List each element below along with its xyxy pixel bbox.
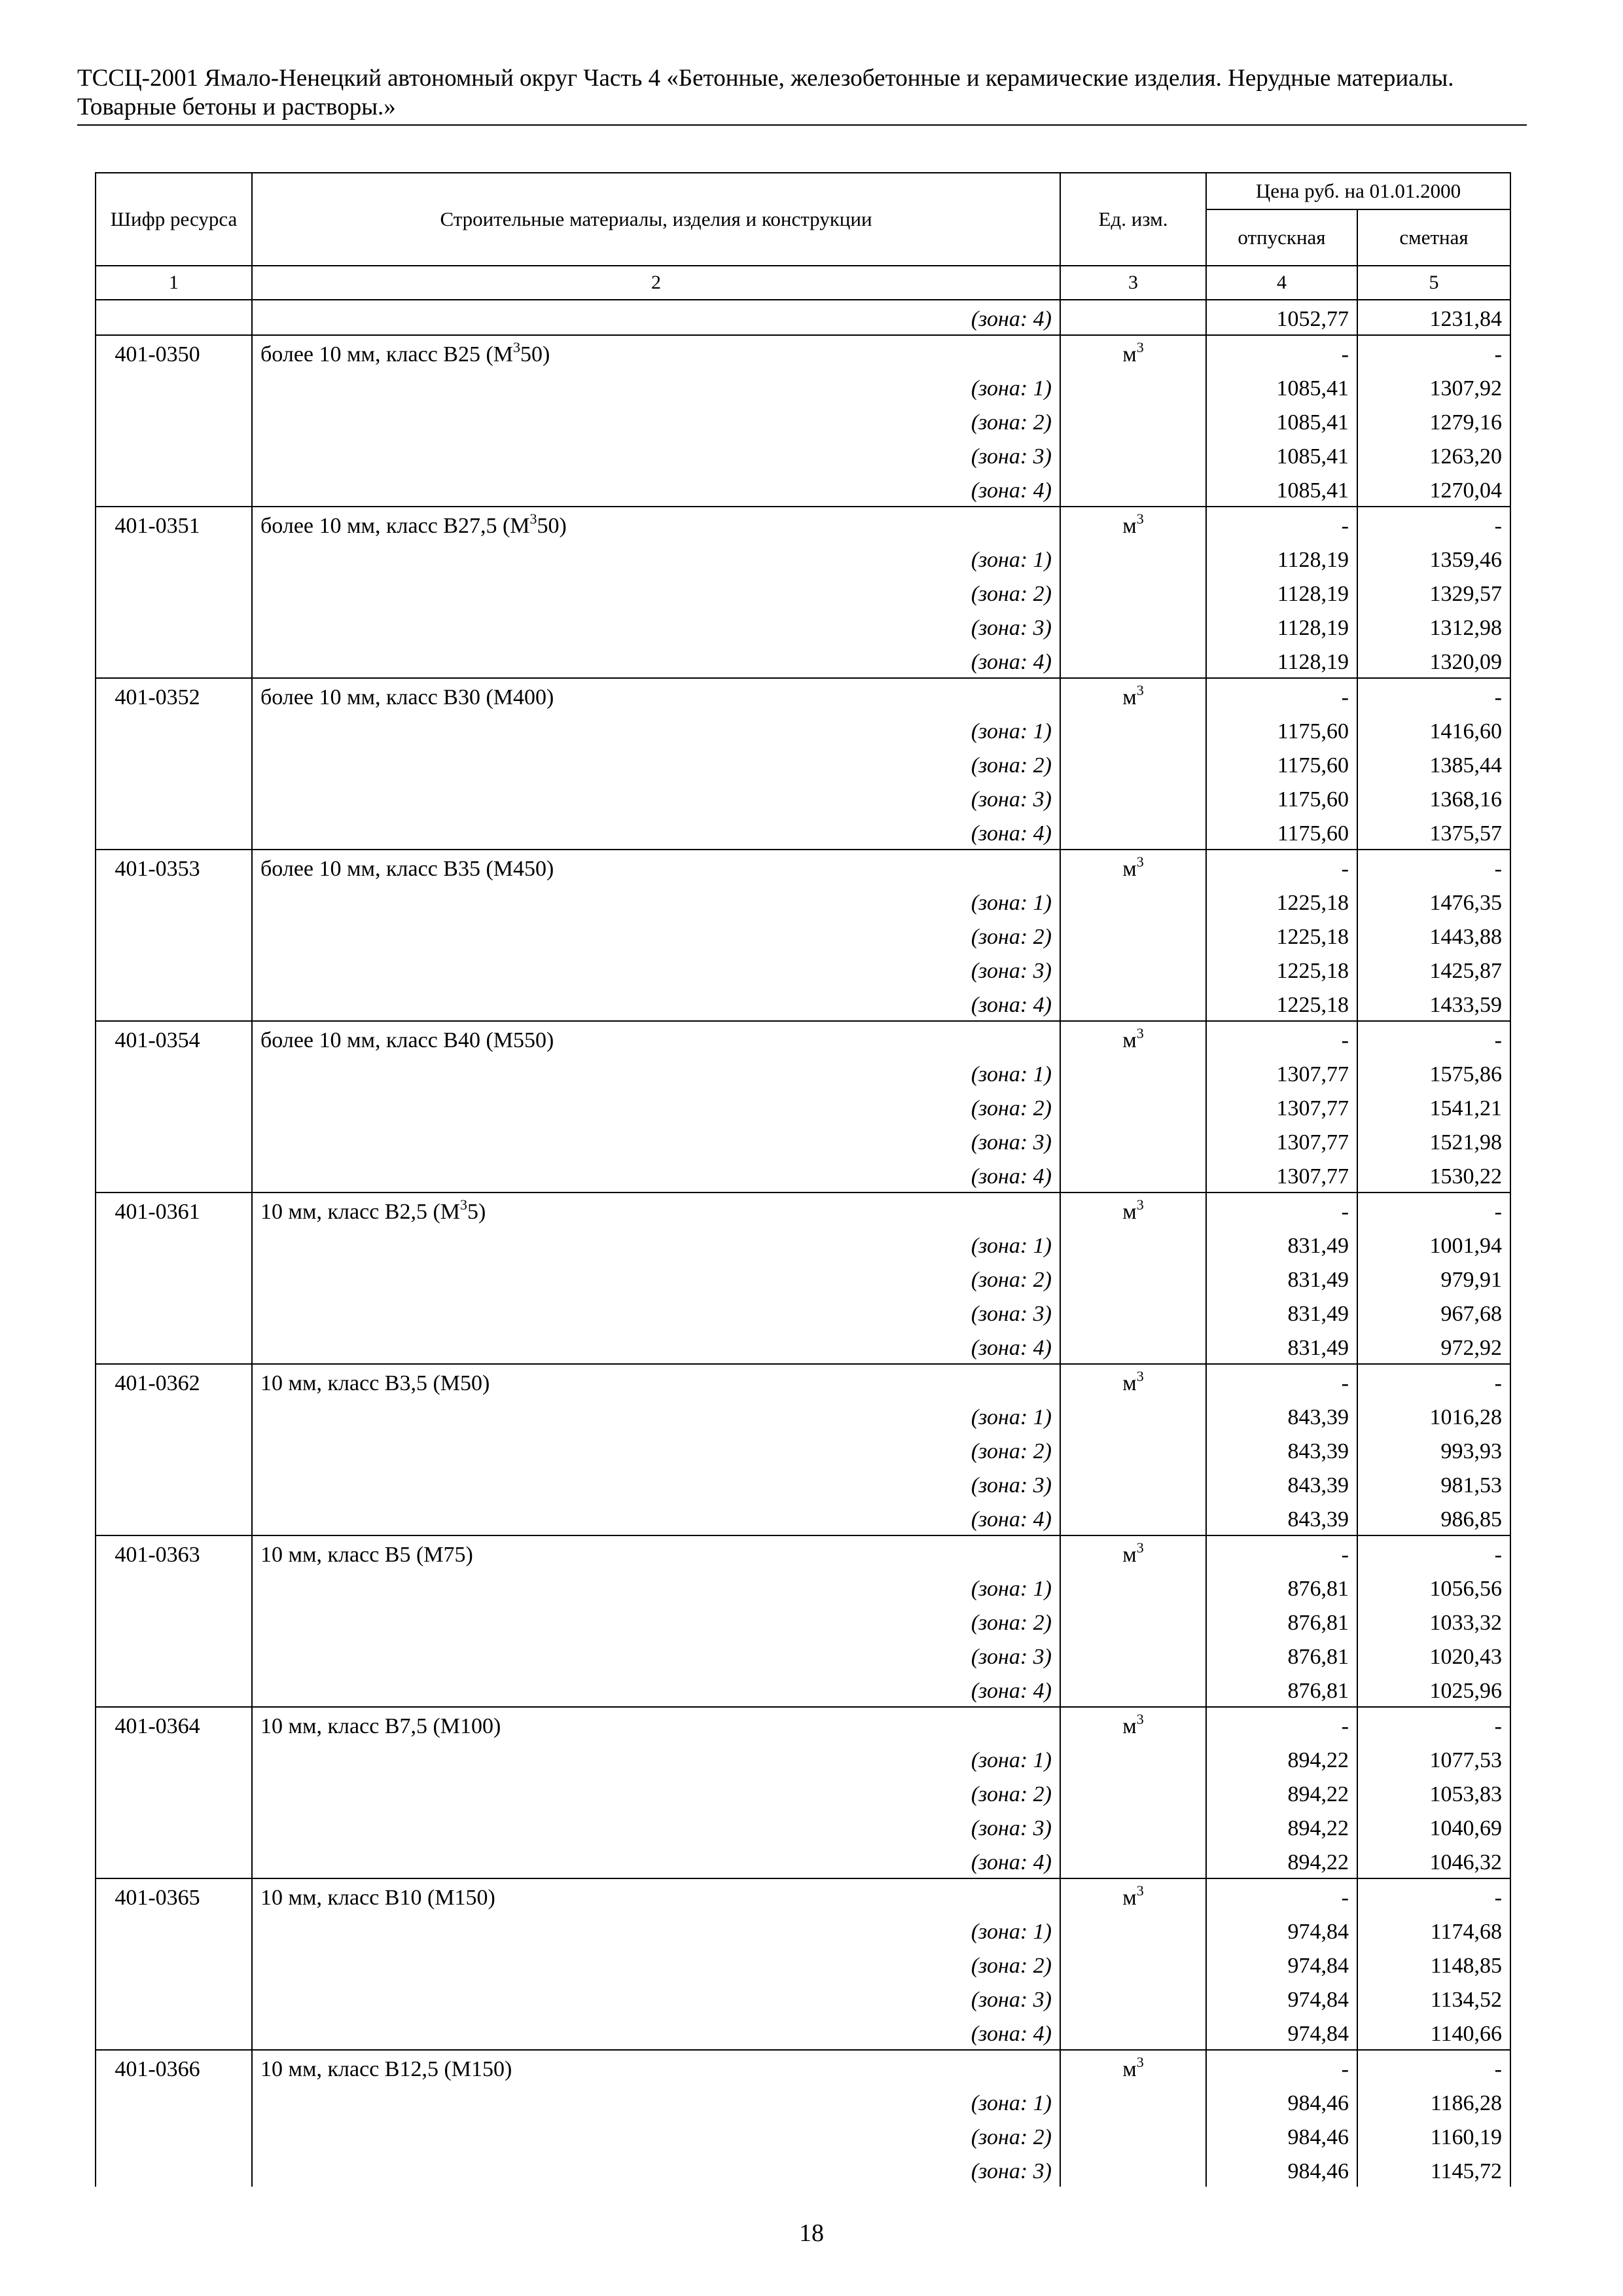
zone-label: (зона: 3) [252,1467,1060,1501]
material-name [252,1021,1060,1056]
material-name-text: 10 мм, класс В12,5 (М150) [260,2057,512,2081]
document-header [77,64,1527,126]
zone-label: (зона: 3) [252,2153,1060,2187]
unit-cell [1060,1193,1206,1227]
zone-row [96,370,1510,404]
superscript: 3 [513,339,521,355]
release-price: 876,81 [1206,1672,1357,1707]
release-price: 876,81 [1206,1638,1357,1672]
zone-label: (зона: 3) [252,1295,1060,1329]
zone-row [96,438,1510,472]
estimate-price: 1140,66 [1357,2015,1510,2050]
release-price: 1225,18 [1206,952,1357,986]
header-release: отпускная [1206,209,1357,266]
unit-cell [1060,1878,1206,1913]
material-name [252,507,1060,541]
estimate-price: 1077,53 [1357,1742,1510,1776]
zone-row [96,2119,1510,2153]
release-price: 984,46 [1206,2085,1357,2119]
release-price: 1085,41 [1206,472,1357,507]
resource-code: 401-0363 [96,1535,252,1570]
zone-row [96,609,1510,643]
estimate-price: 1186,28 [1357,2085,1510,2119]
zone-label: (зона: 3) [252,1124,1060,1158]
resource-code: 401-0353 [96,850,252,884]
header-line-2: Товарные бетоны и растворы.» [77,94,396,120]
zone-row [96,1124,1510,1158]
zone-row [96,1399,1510,1433]
release-price: 1128,19 [1206,609,1357,643]
release-price: 1085,41 [1206,438,1357,472]
zone-label: (зона: 2) [252,747,1060,781]
release-price: - [1206,1021,1357,1056]
release-price: - [1206,1707,1357,1742]
estimate-price: - [1357,1193,1510,1227]
resource-code: 401-0351 [96,507,252,541]
release-price: 894,22 [1206,1844,1357,1878]
estimate-price: 1575,86 [1357,1056,1510,1090]
release-price: 974,84 [1206,1981,1357,2015]
zone-row [96,575,1510,609]
zone-row [96,1158,1510,1193]
unit-cell [1060,1535,1206,1570]
zone-label: (зона: 3) [252,438,1060,472]
zone-row [96,1090,1510,1124]
zone-row [96,1467,1510,1501]
zone-label: (зона: 3) [252,781,1060,815]
zone-row [96,541,1510,575]
material-name [252,1707,1060,1742]
header-line-1: ТССЦ-2001 Ямало-Ненецкий автономный округ Часть 4 «Бетонные, железобетонные и керамические изделия. Нерудные материалы. [77,65,1454,92]
zone-label: (зона: 1) [252,1742,1060,1776]
estimate-price: 981,53 [1357,1467,1510,1501]
release-price: - [1206,2050,1357,2085]
header-code: Шифр ресурса [96,173,252,266]
superscript: 3 [460,1196,468,1213]
zone-label: (зона: 3) [252,1981,1060,2015]
material-name-text: более 10 мм, класс В30 (М400) [260,685,554,709]
release-price: - [1206,1535,1357,1570]
release-price: 1175,60 [1206,713,1357,747]
unit-superscript: 3 [1136,1539,1144,1556]
estimate-price: - [1357,1021,1510,1056]
release-price: - [1206,1364,1357,1399]
release-price: 974,84 [1206,1913,1357,1947]
resource-code: 401-0354 [96,1021,252,1056]
header-price: Цена руб. на 01.01.2000 [1206,173,1510,209]
zone-row [96,952,1510,986]
header-unit: Ед. изм. [1060,173,1206,266]
zone-row [96,472,1510,507]
release-price: 984,46 [1206,2153,1357,2187]
zone-label: (зона: 2) [252,1947,1060,1981]
estimate-price: 1056,56 [1357,1570,1510,1604]
release-price: 831,49 [1206,1227,1357,1261]
release-price: 1175,60 [1206,747,1357,781]
resource-code: 401-0362 [96,1364,252,1399]
unit: м [1122,1028,1137,1052]
resource-code: 401-0364 [96,1707,252,1742]
zone-row [96,1913,1510,1947]
release-price: 1225,18 [1206,986,1357,1021]
estimate-price: 1279,16 [1357,404,1510,438]
zone-row [96,1776,1510,1810]
zone-row [96,747,1510,781]
release-price: 876,81 [1206,1570,1357,1604]
estimate-price: - [1357,678,1510,713]
release-price: - [1206,850,1357,884]
release-price: 1225,18 [1206,884,1357,918]
release-price: - [1206,507,1357,541]
estimate-price: - [1357,1878,1510,1913]
material-name [252,1878,1060,1913]
resource-code: 401-0350 [96,335,252,370]
unit-superscript: 3 [1136,1368,1144,1384]
zone-row [96,1672,1510,1707]
release-price: - [1206,1878,1357,1913]
release-price: 984,46 [1206,2119,1357,2153]
unit-superscript: 3 [1136,511,1144,527]
zone-label: (зона: 4) [252,472,1060,507]
material-name [252,2050,1060,2085]
zone-label: (зона: 1) [252,2085,1060,2119]
zone-row [96,1981,1510,2015]
unit: м [1122,857,1137,881]
table-row [96,850,1510,884]
zone-label: (зона: 4) [252,1844,1060,1878]
unit-cell [1060,1707,1206,1742]
column-number: 2 [252,266,1060,300]
unit-cell [1060,1021,1206,1056]
zone-row [96,2085,1510,2119]
unit-cell [1060,1364,1206,1399]
unit: м [1122,1886,1137,1910]
unit-superscript: 3 [1136,1882,1144,1899]
release-price: - [1206,335,1357,370]
material-name-text: более 10 мм, класс В25 (М [260,342,514,367]
estimate-price: - [1357,335,1510,370]
zone-label: (зона: 3) [252,1810,1060,1844]
release-price: 1307,77 [1206,1124,1357,1158]
release-price: 1085,41 [1206,404,1357,438]
release-price: 974,84 [1206,1947,1357,1981]
estimate-price: 993,93 [1357,1433,1510,1467]
estimate-price: 1307,92 [1357,370,1510,404]
estimate-price: 1134,52 [1357,1981,1510,2015]
release-price: 843,39 [1206,1501,1357,1535]
zone-label: (зона: 1) [252,1570,1060,1604]
zone-row [96,1742,1510,1776]
release-price: 1052,77 [1206,300,1357,335]
zone-label: (зона: 4) [252,2015,1060,2050]
release-price: 1175,60 [1206,781,1357,815]
zone-row [96,918,1510,952]
zone-label: (зона: 4) [252,1158,1060,1193]
estimate-price: 1433,59 [1357,986,1510,1021]
zone-row [96,1570,1510,1604]
release-price: 894,22 [1206,1810,1357,1844]
estimate-price: 1148,85 [1357,1947,1510,1981]
zone-row [96,1638,1510,1672]
resource-code: 401-0352 [96,678,252,713]
estimate-price: 972,92 [1357,1329,1510,1364]
material-name [252,1193,1060,1227]
estimate-price: 1521,98 [1357,1124,1510,1158]
zone-label: (зона: 4) [252,1501,1060,1535]
release-price: 831,49 [1206,1329,1357,1364]
material-name-text: более 10 мм, класс В35 (М450) [260,857,554,881]
material-name-tail: 50) [520,342,550,367]
estimate-price: 1174,68 [1357,1913,1510,1947]
unit-superscript: 3 [1136,682,1144,698]
estimate-price: 1320,09 [1357,643,1510,678]
material-name-text: 10 мм, класс В2,5 (М [260,1200,461,1224]
estimate-price: 1329,57 [1357,575,1510,609]
zone-row [96,1604,1510,1638]
release-price: 1128,19 [1206,575,1357,609]
unit-cell [1060,678,1206,713]
header-estimate: сметная [1357,209,1510,266]
zone-label: (зона: 2) [252,1604,1060,1638]
zone-row [96,713,1510,747]
resource-code: 401-0366 [96,2050,252,2085]
zone-row [96,1501,1510,1535]
estimate-price: 1416,60 [1357,713,1510,747]
zone-row [96,1227,1510,1261]
estimate-price: 1053,83 [1357,1776,1510,1810]
table-row [96,1364,1510,1399]
zone-label: (зона: 2) [252,1776,1060,1810]
table-row [96,1878,1510,1913]
release-price: 894,22 [1206,1776,1357,1810]
unit: м [1122,1371,1137,1395]
table-row [96,678,1510,713]
zone-label: (зона: 4) [252,815,1060,850]
table-row [96,300,1510,335]
material-name [252,1364,1060,1399]
material-name-text: более 10 мм, класс В27,5 (М [260,514,530,538]
estimate-price: 1425,87 [1357,952,1510,986]
zone-label: (зона: 1) [252,713,1060,747]
column-number: 3 [1060,266,1206,300]
unit-superscript: 3 [1136,1196,1144,1213]
zone-row [96,2153,1510,2187]
estimate-price: 1375,57 [1357,815,1510,850]
unit-cell [1060,2050,1206,2085]
zone-row [96,1329,1510,1364]
unit-superscript: 3 [1136,2054,1144,2070]
material-name-tail: 5) [467,1200,486,1224]
unit: м [1122,1200,1137,1224]
zone-label: (зона: 3) [252,1638,1060,1672]
unit-superscript: 3 [1136,339,1144,355]
zone-label: (зона: 4) [252,986,1060,1021]
zone-label: (зона: 2) [252,575,1060,609]
release-price: - [1206,1193,1357,1227]
release-price: 876,81 [1206,1604,1357,1638]
release-price: 894,22 [1206,1742,1357,1776]
table-row [96,1193,1510,1227]
table-body [96,300,1510,2187]
table-row [96,2050,1510,2085]
zone-row [96,815,1510,850]
estimate-price: 1476,35 [1357,884,1510,918]
release-price: 843,39 [1206,1467,1357,1501]
zone-label: (зона: 2) [252,2119,1060,2153]
zone-row [96,781,1510,815]
material-name [252,1535,1060,1570]
unit-superscript: 3 [1136,1025,1144,1041]
release-price: 1128,19 [1206,643,1357,678]
estimate-price: 979,91 [1357,1261,1510,1295]
estimate-price: 1359,46 [1357,541,1510,575]
estimate-price: 1020,43 [1357,1638,1510,1672]
column-number: 1 [96,266,252,300]
table-row [96,507,1510,541]
zone-label: (зона: 1) [252,370,1060,404]
material-name-text: 10 мм, класс В10 (М150) [260,1886,495,1910]
unit-cell [1060,335,1206,370]
zone-label: (зона: 2) [252,404,1060,438]
resource-code: 401-0361 [96,1193,252,1227]
release-price: 1085,41 [1206,370,1357,404]
material-name-text: более 10 мм, класс В40 (М550) [260,1028,554,1052]
unit-superscript: 3 [1136,1711,1144,1727]
zone-label: (зона: 4) [252,1329,1060,1364]
table-row [96,1707,1510,1742]
zone-row [96,986,1510,1021]
estimate-price: 1270,04 [1357,472,1510,507]
estimate-price: 1368,16 [1357,781,1510,815]
estimate-price: - [1357,1707,1510,1742]
unit: м [1122,514,1137,538]
release-price: 831,49 [1206,1295,1357,1329]
estimate-price: 1312,98 [1357,609,1510,643]
estimate-price: 1443,88 [1357,918,1510,952]
release-price: 1128,19 [1206,541,1357,575]
release-price: 1307,77 [1206,1056,1357,1090]
estimate-price: 1385,44 [1357,747,1510,781]
zone-label: (зона: 4) [252,300,1060,335]
zone-row [96,1844,1510,1878]
zone-label: (зона: 2) [252,918,1060,952]
zone-row [96,404,1510,438]
release-price: 974,84 [1206,2015,1357,2050]
unit-cell [1060,850,1206,884]
zone-label: (зона: 3) [252,609,1060,643]
release-price: 831,49 [1206,1261,1357,1295]
zone-label: (зона: 1) [252,1056,1060,1090]
zone-label: (зона: 4) [252,1672,1060,1707]
release-price: 843,39 [1206,1399,1357,1433]
material-name-tail: 50) [537,514,567,538]
zone-row [96,643,1510,678]
header-name: Строительные материалы, изделия и конструкции [252,173,1060,266]
unit: м [1122,342,1137,367]
material-name-text: 10 мм, класс В5 (М75) [260,1543,473,1567]
unit: м [1122,685,1137,709]
release-price: 1307,77 [1206,1158,1357,1193]
estimate-price: 1001,94 [1357,1227,1510,1261]
estimate-price: - [1357,1364,1510,1399]
zone-row [96,1433,1510,1467]
unit: м [1122,1543,1137,1567]
estimate-price: 986,85 [1357,1501,1510,1535]
material-name [252,335,1060,370]
zone-label: (зона: 1) [252,1913,1060,1947]
material-name [252,850,1060,884]
estimate-price: 1040,69 [1357,1810,1510,1844]
page-number: 18 [799,2219,824,2247]
material-name-text: 10 мм, класс В3,5 (М50) [260,1371,490,1395]
estimate-price: 1016,28 [1357,1399,1510,1433]
zone-label: (зона: 1) [252,541,1060,575]
table-row [96,335,1510,370]
superscript: 3 [529,511,537,527]
resource-code: 401-0365 [96,1878,252,1913]
table-row [96,1021,1510,1056]
zone-label: (зона: 1) [252,884,1060,918]
estimate-price: - [1357,2050,1510,2085]
column-number: 5 [1357,266,1510,300]
estimate-price: 1263,20 [1357,438,1510,472]
estimate-price: - [1357,1535,1510,1570]
unit: м [1122,1714,1137,1738]
zone-label: (зона: 3) [252,952,1060,986]
zone-row [96,1810,1510,1844]
estimate-price: 1033,32 [1357,1604,1510,1638]
estimate-price: 1046,32 [1357,1844,1510,1878]
zone-row [96,1947,1510,1981]
zone-label: (зона: 2) [252,1090,1060,1124]
estimate-price: - [1357,850,1510,884]
zone-label: (зона: 4) [252,643,1060,678]
zone-row [96,1056,1510,1090]
table-row [96,1535,1510,1570]
unit-superscript: 3 [1136,853,1144,870]
zone-row [96,2015,1510,2050]
material-name [252,678,1060,713]
estimate-price: 1025,96 [1357,1672,1510,1707]
zone-label: (зона: 2) [252,1433,1060,1467]
unit-cell [1060,507,1206,541]
price-table [95,172,1511,2187]
unit: м [1122,2057,1137,2081]
estimate-price: 1530,22 [1357,1158,1510,1193]
estimate-price: 1145,72 [1357,2153,1510,2187]
estimate-price: - [1357,507,1510,541]
material-name-text: 10 мм, класс В7,5 (М100) [260,1714,501,1738]
zone-row [96,884,1510,918]
release-price: 843,39 [1206,1433,1357,1467]
zone-label: (зона: 2) [252,1261,1060,1295]
zone-label: (зона: 1) [252,1227,1060,1261]
release-price: 1307,77 [1206,1090,1357,1124]
zone-label: (зона: 1) [252,1399,1060,1433]
column-number: 4 [1206,266,1357,300]
release-price: 1175,60 [1206,815,1357,850]
estimate-price: 1160,19 [1357,2119,1510,2153]
release-price: 1225,18 [1206,918,1357,952]
estimate-price: 1541,21 [1357,1090,1510,1124]
release-price: - [1206,678,1357,713]
estimate-price: 1231,84 [1357,300,1510,335]
estimate-price: 967,68 [1357,1295,1510,1329]
zone-row [96,1261,1510,1295]
zone-row [96,1295,1510,1329]
